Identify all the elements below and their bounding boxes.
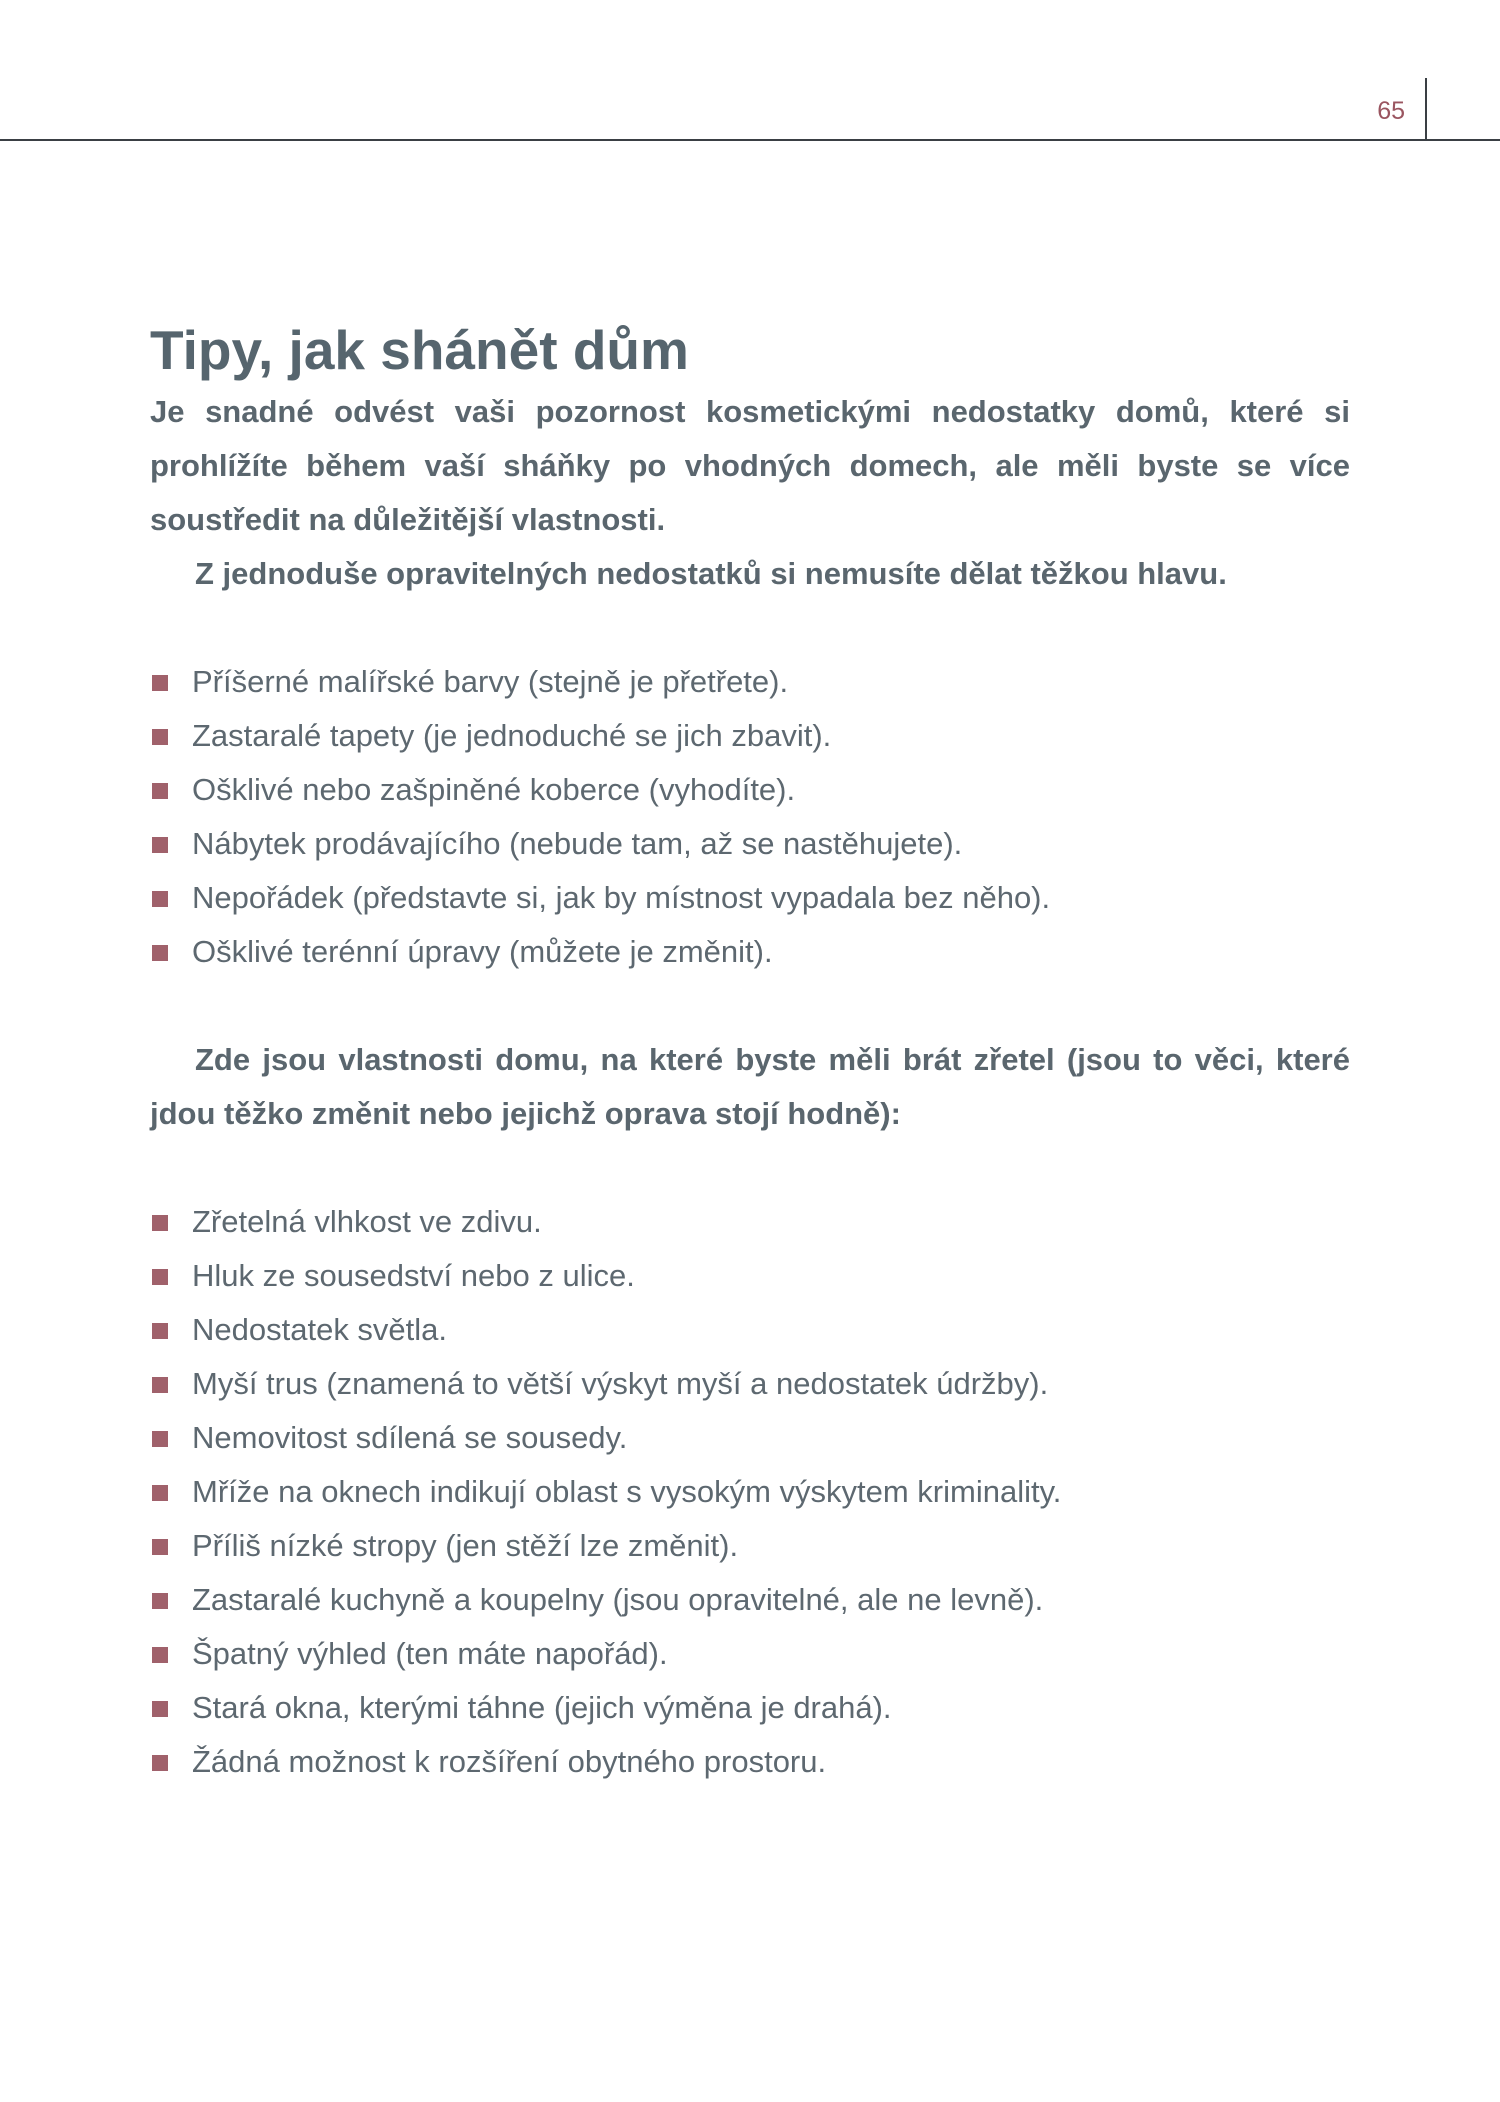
list-item-text: Špatný výhled (ten máte napořád). <box>192 1636 668 1671</box>
square-bullet-icon <box>152 1539 168 1555</box>
page-title: Tipy, jak shánět dům <box>150 319 689 381</box>
square-bullet-icon <box>152 1431 168 1447</box>
important-list <box>150 1195 1350 1789</box>
list-item <box>150 871 1350 925</box>
list-item <box>150 1357 1350 1411</box>
square-bullet-icon <box>152 837 168 853</box>
square-bullet-icon <box>152 729 168 745</box>
list-item <box>150 925 1350 979</box>
list-item-text: Stará okna, kterými táhne (jejich výměna je drahá). <box>192 1690 892 1725</box>
list-item <box>150 1735 1350 1789</box>
list-item-text: Zastaralé kuchyně a koupelny (jsou opravitelné, ale ne levně). <box>192 1582 1044 1617</box>
square-bullet-icon <box>152 1647 168 1663</box>
list-item <box>150 1519 1350 1573</box>
square-bullet-icon <box>152 891 168 907</box>
list-item <box>150 1249 1350 1303</box>
list-item-text: Nemovitost sdílená se sousedy. <box>192 1420 628 1455</box>
list-item-text: Ošklivé nebo zašpiněné koberce (vyhodíte). <box>192 772 796 807</box>
square-bullet-icon <box>152 1323 168 1339</box>
square-bullet-icon <box>152 1755 168 1771</box>
list-item-text: Nedostatek světla. <box>192 1312 448 1347</box>
header-rule <box>0 139 1500 141</box>
header-tick <box>1425 78 1427 140</box>
list-item <box>150 1303 1350 1357</box>
spacer <box>150 601 1350 655</box>
square-bullet-icon <box>152 783 168 799</box>
square-bullet-icon <box>152 1485 168 1501</box>
list-item-text: Myší trus (znamená to větší výskyt myší a nedostatek údržby). <box>192 1366 1049 1401</box>
square-bullet-icon <box>152 1269 168 1285</box>
list-item-text: Žádná možnost k rozšíření obytného prostoru. <box>192 1744 827 1779</box>
page-content <box>150 315 1350 1789</box>
square-bullet-icon <box>152 1377 168 1393</box>
list-item-text: Nepořádek (představte si, jak by místnost vypadala bez něho). <box>192 880 1051 915</box>
list-item <box>150 1627 1350 1681</box>
square-bullet-icon <box>152 1701 168 1717</box>
intro-paragraph: Je snadné odvést vaši pozornost kosmetickými nedostatky domů, které si prohlížíte během vaší sháňky po vhodných domech, ale měli byste se více soustředit na důležitější vlastnosti. <box>150 394 1350 537</box>
list-item <box>150 763 1350 817</box>
list-item-text: Mříže na oknech indikují oblast s vysokým výskytem kriminality. <box>192 1474 1062 1509</box>
easy-fix-list <box>150 655 1350 979</box>
square-bullet-icon <box>152 945 168 961</box>
list-item <box>150 817 1350 871</box>
list-item <box>150 1681 1350 1735</box>
square-bullet-icon <box>152 1593 168 1609</box>
important-heading: Zde jsou vlastnosti domu, na které byste měli brát zřetel (jsou to věci, které jdou těžko změnit nebo jejichž oprava stojí hodně): <box>150 1042 1350 1131</box>
list-item-text: Zastaralé tapety (je jednoduché se jich zbavit). <box>192 718 832 753</box>
list-item-text: Zřetelná vlhkost ve zdivu. <box>192 1204 542 1239</box>
spacer <box>150 1141 1350 1195</box>
spacer <box>150 979 1350 1033</box>
list-item-text: Hluk ze sousedství nebo z ulice. <box>192 1258 635 1293</box>
list-item <box>150 709 1350 763</box>
list-item-text: Nábytek prodávajícího (nebude tam, až se nastěhujete). <box>192 826 963 861</box>
square-bullet-icon <box>152 1215 168 1231</box>
list-item-text: Příšerné malířské barvy (stejně je přetřete). <box>192 664 789 699</box>
square-bullet-icon <box>152 675 168 691</box>
list-item <box>150 1465 1350 1519</box>
list-item-text: Ošklivé terénní úpravy (můžete je změnit). <box>192 934 773 969</box>
list-item <box>150 1195 1350 1249</box>
easy-fix-heading: Z jednoduše opravitelných nedostatků si nemusíte dělat těžkou hlavu. <box>195 556 1227 591</box>
page-number: 65 <box>1377 97 1405 125</box>
list-item-text: Příliš nízké stropy (jen stěží lze změnit). <box>192 1528 739 1563</box>
list-item <box>150 1411 1350 1465</box>
list-item <box>150 655 1350 709</box>
list-item <box>150 1573 1350 1627</box>
